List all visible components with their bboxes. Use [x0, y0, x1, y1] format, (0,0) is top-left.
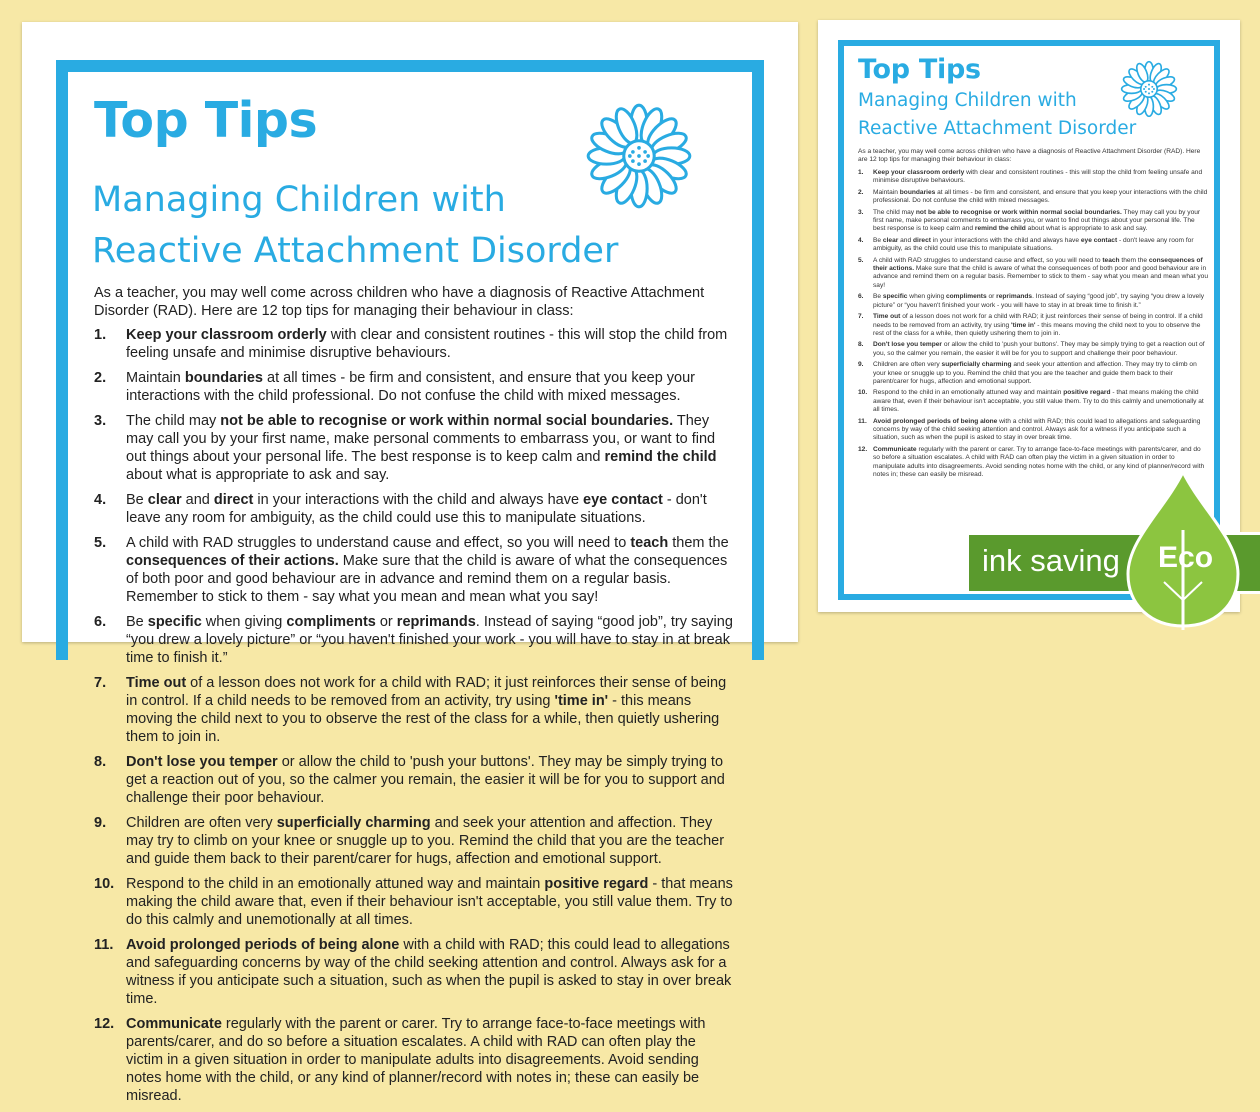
- tip-text: Respond to the child in an emotionally attuned way and maintain positive regard - that means making the child aware that, even if their behaviour isn't acceptable, you still value them. Try to do this calmly and unemotionally at all times.: [873, 389, 1204, 414]
- tip-text: Avoid prolonged periods of being alone with a child with RAD; this could lead to allegations and safeguarding concerns by way of the child seeking attention and control. Always ask for a witness if you anticipate such a situation, such as when the pupil is asked to stay in over break time.: [126, 937, 732, 1007]
- intro-paragraph: As a teacher, you may well come across children who have a diagnosis of Reactive Attachment Disorder (RAD). Here are 12 top tips for managing their behaviour in class:: [858, 148, 1201, 164]
- tip-text: Children are often very superficially charming and seek your attention and affection. They may try to climb on your knee or snuggle up to you. Remind the child that you are the teacher and guide them back to their parent/carer for hugs, affection and emotional support.: [873, 361, 1197, 385]
- tip-item: [94, 814, 734, 868]
- tip-text: Be clear and direct in your interactions with the child and always have eye contact - don't leave any room for ambiguity, as the child could use this to manipulate situations.: [126, 492, 707, 526]
- tip-number: 12.: [94, 1016, 115, 1032]
- tip-item: [94, 491, 734, 527]
- page-subtitle-line1: Managing Children with: [858, 90, 1077, 111]
- tip-item: [858, 293, 1208, 310]
- tip-number: 3.: [858, 208, 864, 216]
- tip-text: Don't lose you temper or allow the child to 'push your buttons'. They may be simply trying to get a reaction out of you, so the calmer you remain, the easier it will be for you to support and challenge their poor behaviour.: [873, 341, 1205, 357]
- tip-text: Don't lose you temper or allow the child to 'push your buttons'. They may be simply trying to get a reaction out of you, so the calmer you remain, the easier it will be for you to support and challenge their poor behaviour.: [126, 754, 725, 806]
- tip-text: Communicate regularly with the parent or carer. Try to arrange face-to-face meetings with parents/carer, and do so before a situation escalates. A child with RAD can often play the victim in a given situation in order to manipulate adults into disagreements. Avoid sending notes home with the child, or any kind of planner/record with notes in; these can easily be misread.: [126, 1016, 706, 1104]
- tip-number: 1.: [858, 169, 864, 176]
- page-title: Top Tips: [858, 54, 981, 85]
- tip-text: Maintain boundaries at all times - be firm and consistent, and ensure that you keep your interactions with the child professional. Do not confuse the child with mixed messages.: [126, 370, 696, 404]
- tip-text: A child with RAD struggles to understand cause and effect, so you will need to teach them the consequences of their actions. Make sure that the child is aware of what the consequences of both poor and good behaviour are in advance and remind them on a regular basis. Remember to stick to them - say what you mean and mean what you say!: [873, 256, 1208, 289]
- tip-item: [94, 369, 734, 405]
- ink-saving-label: ink saving: [982, 543, 1120, 578]
- tip-text: Maintain boundaries at all times - be firm and consistent, and ensure that you keep your interactions with the child professional. Do not confuse the child with mixed messages.: [873, 188, 1208, 205]
- flower-icon: [1116, 60, 1182, 118]
- tip-number: 8.: [858, 341, 864, 349]
- tip-number: 9.: [94, 815, 107, 831]
- eco-badge-label: Eco: [1158, 541, 1214, 574]
- tip-item: [94, 534, 734, 606]
- intro-paragraph: As a teacher, you may well come across children who have a diagnosis of Reactive Attachment Disorder (RAD). Here are 12 top tips for managing their behaviour in class:: [94, 285, 705, 319]
- tip-item: [858, 237, 1208, 254]
- tip-number: 6.: [94, 614, 107, 630]
- tip-number: 9.: [858, 361, 864, 369]
- tip-text: Communicate regularly with the parent or carer. Try to arrange face-to-face meetings with parents/carer, and do so before a situation escalates. A child with RAD can often play the victim in a given situation in order to manipulate adults into disagreements. Avoid sending notes home with the child, or any kind of planner/record with notes in; these can easily be misread.: [873, 445, 1205, 478]
- tip-number: 4.: [94, 492, 107, 508]
- tip-item: [858, 341, 1208, 358]
- tip-number: 7.: [94, 675, 107, 691]
- tip-item: [858, 418, 1208, 443]
- tip-item: [94, 613, 734, 667]
- tip-number: 10.: [94, 876, 115, 892]
- tip-number: 7.: [858, 313, 864, 321]
- tip-text: A child with RAD struggles to understand cause and effect, so you will need to teach them the consequences of their actions. Make sure that the child is aware of what the consequences of both poor and good behaviour are in advance and remind them on a regular basis. Remember to stick to them - say what you mean and mean what you say!: [126, 535, 729, 605]
- tip-item: [94, 936, 734, 1008]
- tip-number: 5.: [858, 256, 864, 264]
- tip-text: Children are often very superficially charming and seek your attention and affection. They may try to climb on your knee or snuggle up to you. Remind the child that you are the teacher and guide them back to their parent/carer for hugs, affection and emotional support.: [126, 815, 725, 867]
- tip-number: 2.: [94, 370, 107, 386]
- tip-text: The child may not be able to recognise or work within normal social boundaries. They may call you by your first name, make personal comments to embarrass you, or want to find out things about your personal life. The best response is to keep calm and remind the child about what is appropriate to ask and say.: [126, 413, 717, 483]
- page-subtitle-line1: Managing Children with: [92, 180, 506, 220]
- tip-item: [858, 189, 1208, 206]
- page-subtitle-line2: Reactive Attachment Disorder: [92, 231, 619, 271]
- tip-text: Keep your classroom orderly with clear and consistent routines - this will stop the child from feeling unsafe and minimise disruptive behaviours.: [873, 169, 1203, 185]
- tip-number: 12.: [858, 445, 868, 453]
- tip-item: [858, 361, 1208, 386]
- tip-item: [858, 209, 1208, 234]
- tip-text: Respond to the child in an emotionally attuned way and maintain positive regard - that means making the child aware that, even if their behaviour isn't acceptable, you still value them. Try to do this calmly and unemotionally at all times.: [126, 876, 733, 928]
- tip-number: 2.: [858, 188, 864, 196]
- tip-number: 1.: [94, 327, 107, 343]
- tip-text: Be clear and direct in your interactions with the child and always have eye contact - don't leave any room for ambiguity, as the child could use this to manipulate situations.: [873, 236, 1194, 253]
- tip-text: Time out of a lesson does not work for a child with RAD; it just reinforces their sense of being in control. If a child needs to be removed from an activity, try using 'time in' - this means moving the child next to you to observe the rest of the class for a while, then quietly ushering them to join in.: [126, 675, 727, 745]
- flower-icon: [578, 102, 700, 210]
- tip-text: Be specific when giving compliments or reprimands. Instead of saying “good job”, try saying “you drew a lovely picture” or “you haven't finished your work - you will have to stay in at break time to finish it.”: [126, 614, 733, 666]
- tip-number: 11.: [858, 417, 867, 425]
- tip-number: 11.: [94, 937, 114, 953]
- tip-item: [94, 1015, 734, 1105]
- page-title: Top Tips: [94, 92, 318, 149]
- tip-text: Avoid prolonged periods of being alone with a child with RAD; this could lead to allegations and safeguarding concerns by way of the child seeking attention and control. Always ask for a witness if you anticipate such a situation, such as when the pupil is asked to stay in over break time.: [873, 417, 1201, 442]
- tip-item: [94, 875, 734, 929]
- tip-text: Keep your classroom orderly with clear and consistent routines - this will stop the child from feeling unsafe and minimise disruptive behaviours.: [126, 327, 728, 361]
- page-subtitle-line2: Reactive Attachment Disorder: [858, 118, 1137, 139]
- tip-item: [94, 674, 734, 746]
- tip-item: [858, 389, 1208, 414]
- tip-item: [858, 313, 1208, 338]
- tip-number: 6.: [858, 293, 864, 301]
- tip-item: [94, 326, 734, 362]
- tip-number: 4.: [858, 236, 864, 244]
- tip-text: Time out of a lesson does not work for a child with RAD; it just reinforces their sense of being in control. If a child needs to be removed from an activity, try using 'time in' - this means moving the child next to you to observe the rest of the class for a while, then quietly ushering them to join in.: [873, 313, 1203, 337]
- tip-number: 3.: [94, 413, 107, 429]
- tip-text: Be specific when giving compliments or reprimands. Instead of saying “good job”, try saying “you drew a lovely picture” or “you haven't finished your work - you will have to stay in at break time to finish it.”: [873, 293, 1204, 309]
- document-page-large: [22, 22, 798, 1104]
- tip-number: 10.: [858, 389, 868, 397]
- tip-text: The child may not be able to recognise or work within normal social boundaries. They may call you by your first name, make personal comments to embarrass you, or want to find out things about your personal life. The best response is to keep calm and remind the child about what is appropriate to ask and say.: [873, 208, 1201, 233]
- tip-item: [858, 257, 1208, 291]
- tip-number: 8.: [94, 754, 107, 770]
- tips-list: [94, 326, 734, 1112]
- tip-number: 5.: [94, 535, 107, 551]
- tip-item: [858, 169, 1208, 186]
- tip-item: [94, 412, 734, 484]
- tips-list: [858, 169, 1208, 482]
- tip-item: [94, 753, 734, 807]
